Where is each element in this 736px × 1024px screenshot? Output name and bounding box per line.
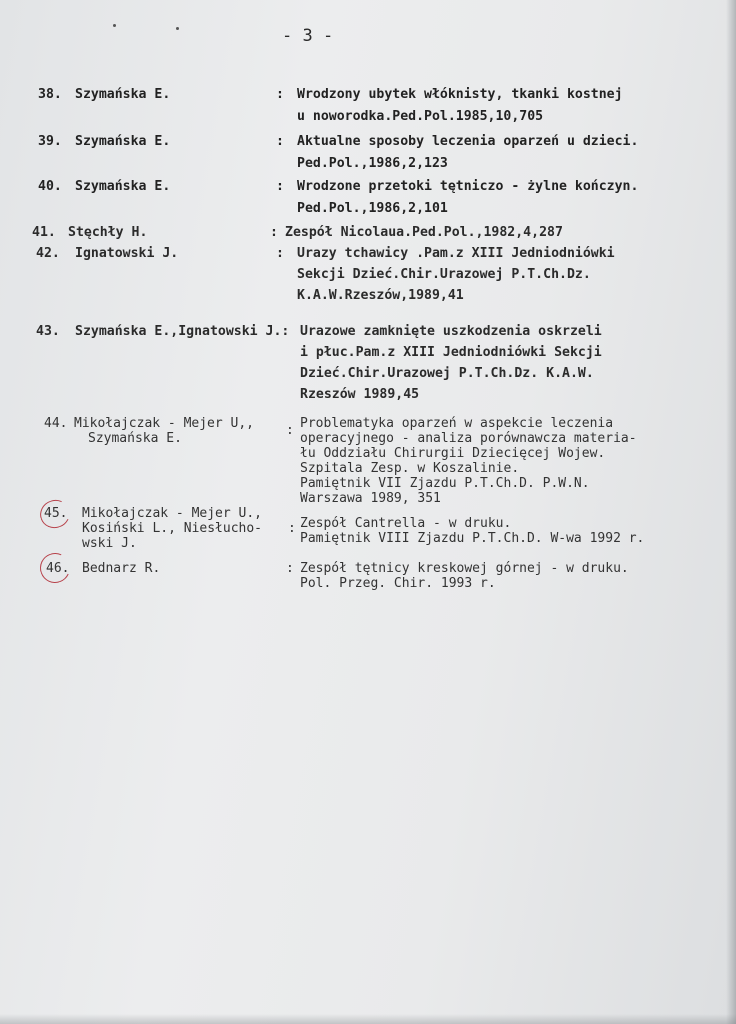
- reference-line: Urazy tchawicy .Pam.z XIII Jedniodniówki: [297, 246, 615, 261]
- author-line: Szymańska E.: [88, 431, 182, 446]
- reference-line: Rzeszów 1989,45: [300, 387, 420, 402]
- entry-number: 42.: [36, 246, 60, 261]
- entry-reference: [300, 321, 602, 405]
- entry-number: 44.: [44, 416, 68, 431]
- entry-reference: [300, 416, 637, 506]
- reference-line: łu Oddziału Chirurgii Dziecięcej Wojew.: [300, 446, 606, 461]
- reference-line: Zespół tętnicy kreskowej górnej - w druku.: [300, 561, 629, 576]
- reference-line: Ped.Pol.,1986,2,123: [297, 156, 448, 171]
- entry-author: Szymańska E.,Ignatowski J.:: [75, 324, 290, 339]
- entry-number: 40.: [38, 179, 62, 194]
- reference-line: Wrodzone przetoki tętniczo - żylne kończyn.: [297, 179, 639, 194]
- reference-line: Zespół Cantrella - w druku.: [300, 516, 512, 531]
- reference-line: K.A.W.Rzeszów,1989,41: [297, 288, 464, 303]
- entry-authors: [74, 416, 254, 446]
- reference-line: Urazowe zamknięte uszkodzenia oskrzeli: [300, 324, 602, 339]
- entry-separator: :: [286, 561, 294, 576]
- reference-line: Pol. Przeg. Chir. 1993 r.: [300, 576, 496, 591]
- entry-reference: [300, 561, 629, 591]
- ink-speck: [113, 24, 116, 27]
- entry-number: 43.: [36, 324, 60, 339]
- reference-line: i płuc.Pam.z XIII Jedniodniówki Sekcji: [300, 345, 602, 360]
- entry-author: Ignatowski J.: [75, 246, 179, 261]
- reference-line: u noworodka.Ped.Pol.1985,10,705: [297, 109, 544, 124]
- entry-separator: :: [276, 87, 284, 102]
- reference-line: Wrodzony ubytek włóknisty, tkanki kostnej: [297, 87, 623, 102]
- entry-reference: [297, 84, 623, 128]
- page-number: - 3 -: [282, 26, 334, 46]
- author-line: wski J.: [82, 536, 137, 551]
- entry-number: 45.: [44, 506, 68, 521]
- entry-separator: :: [286, 423, 294, 438]
- author-line: Mikołajczak - Mejer U,,: [74, 416, 255, 431]
- entry-author: Szymańska E.: [75, 179, 171, 194]
- reference-line: Zespół Nicolaua.Ped.Pol.,1982,4,287: [285, 225, 563, 240]
- entry-separator: :: [276, 179, 284, 194]
- entry-separator: :: [288, 521, 296, 536]
- author-line: Kosiński L., Niesłucho-: [82, 521, 263, 536]
- entry-number: 41.: [32, 225, 56, 240]
- entry-author: Szymańska E.: [75, 87, 171, 102]
- entry-reference: [285, 222, 563, 243]
- entry-separator: :: [270, 225, 278, 240]
- reference-line: Pamiętnik VII Zjazdu P.T.Ch.D. P.W.N.: [300, 476, 590, 491]
- entry-separator: :: [276, 134, 284, 149]
- reference-line: Warszawa 1989, 351: [300, 491, 441, 506]
- reference-line: Ped.Pol.,1986,2,101: [297, 201, 448, 216]
- ink-speck: [176, 27, 179, 30]
- page-edge-shadow: [726, 0, 736, 1024]
- reference-line: Szpitala Zesp. w Koszalinie.: [300, 461, 520, 476]
- entry-author: Szymańska E.: [75, 134, 171, 149]
- entry-number: 39.: [38, 134, 62, 149]
- entry-reference: [297, 176, 638, 220]
- entry-number: 38.: [38, 87, 62, 102]
- entry-number: 46.: [46, 561, 70, 576]
- entry-authors: [82, 506, 262, 551]
- entry-reference: [297, 131, 638, 175]
- entry-separator: :: [276, 246, 284, 261]
- entry-author: Bednarz R.: [82, 561, 161, 576]
- entry-reference: [300, 516, 644, 546]
- author-line: Mikołajczak - Mejer U.,: [82, 506, 263, 521]
- reference-line: Problematyka oparzeń w aspekcie leczenia: [300, 416, 614, 431]
- reference-line: Sekcji Dzieć.Chir.Urazowej P.T.Ch.Dz.: [297, 267, 591, 282]
- reference-line: Dzieć.Chir.Urazowej P.T.Ch.Dz. K.A.W.: [300, 366, 594, 381]
- page-bottom-shadow: [0, 1014, 736, 1024]
- entry-author: Stęchły H.: [68, 225, 148, 240]
- entry-reference: [297, 243, 615, 306]
- reference-line: Pamiętnik VIII Zjazdu P.T.Ch.D. W-wa 1992 r.: [300, 531, 645, 546]
- reference-line: operacyjnego - analiza porównawcza materia-: [300, 431, 637, 446]
- reference-line: Aktualne sposoby leczenia oparzeń u dzieci.: [297, 134, 639, 149]
